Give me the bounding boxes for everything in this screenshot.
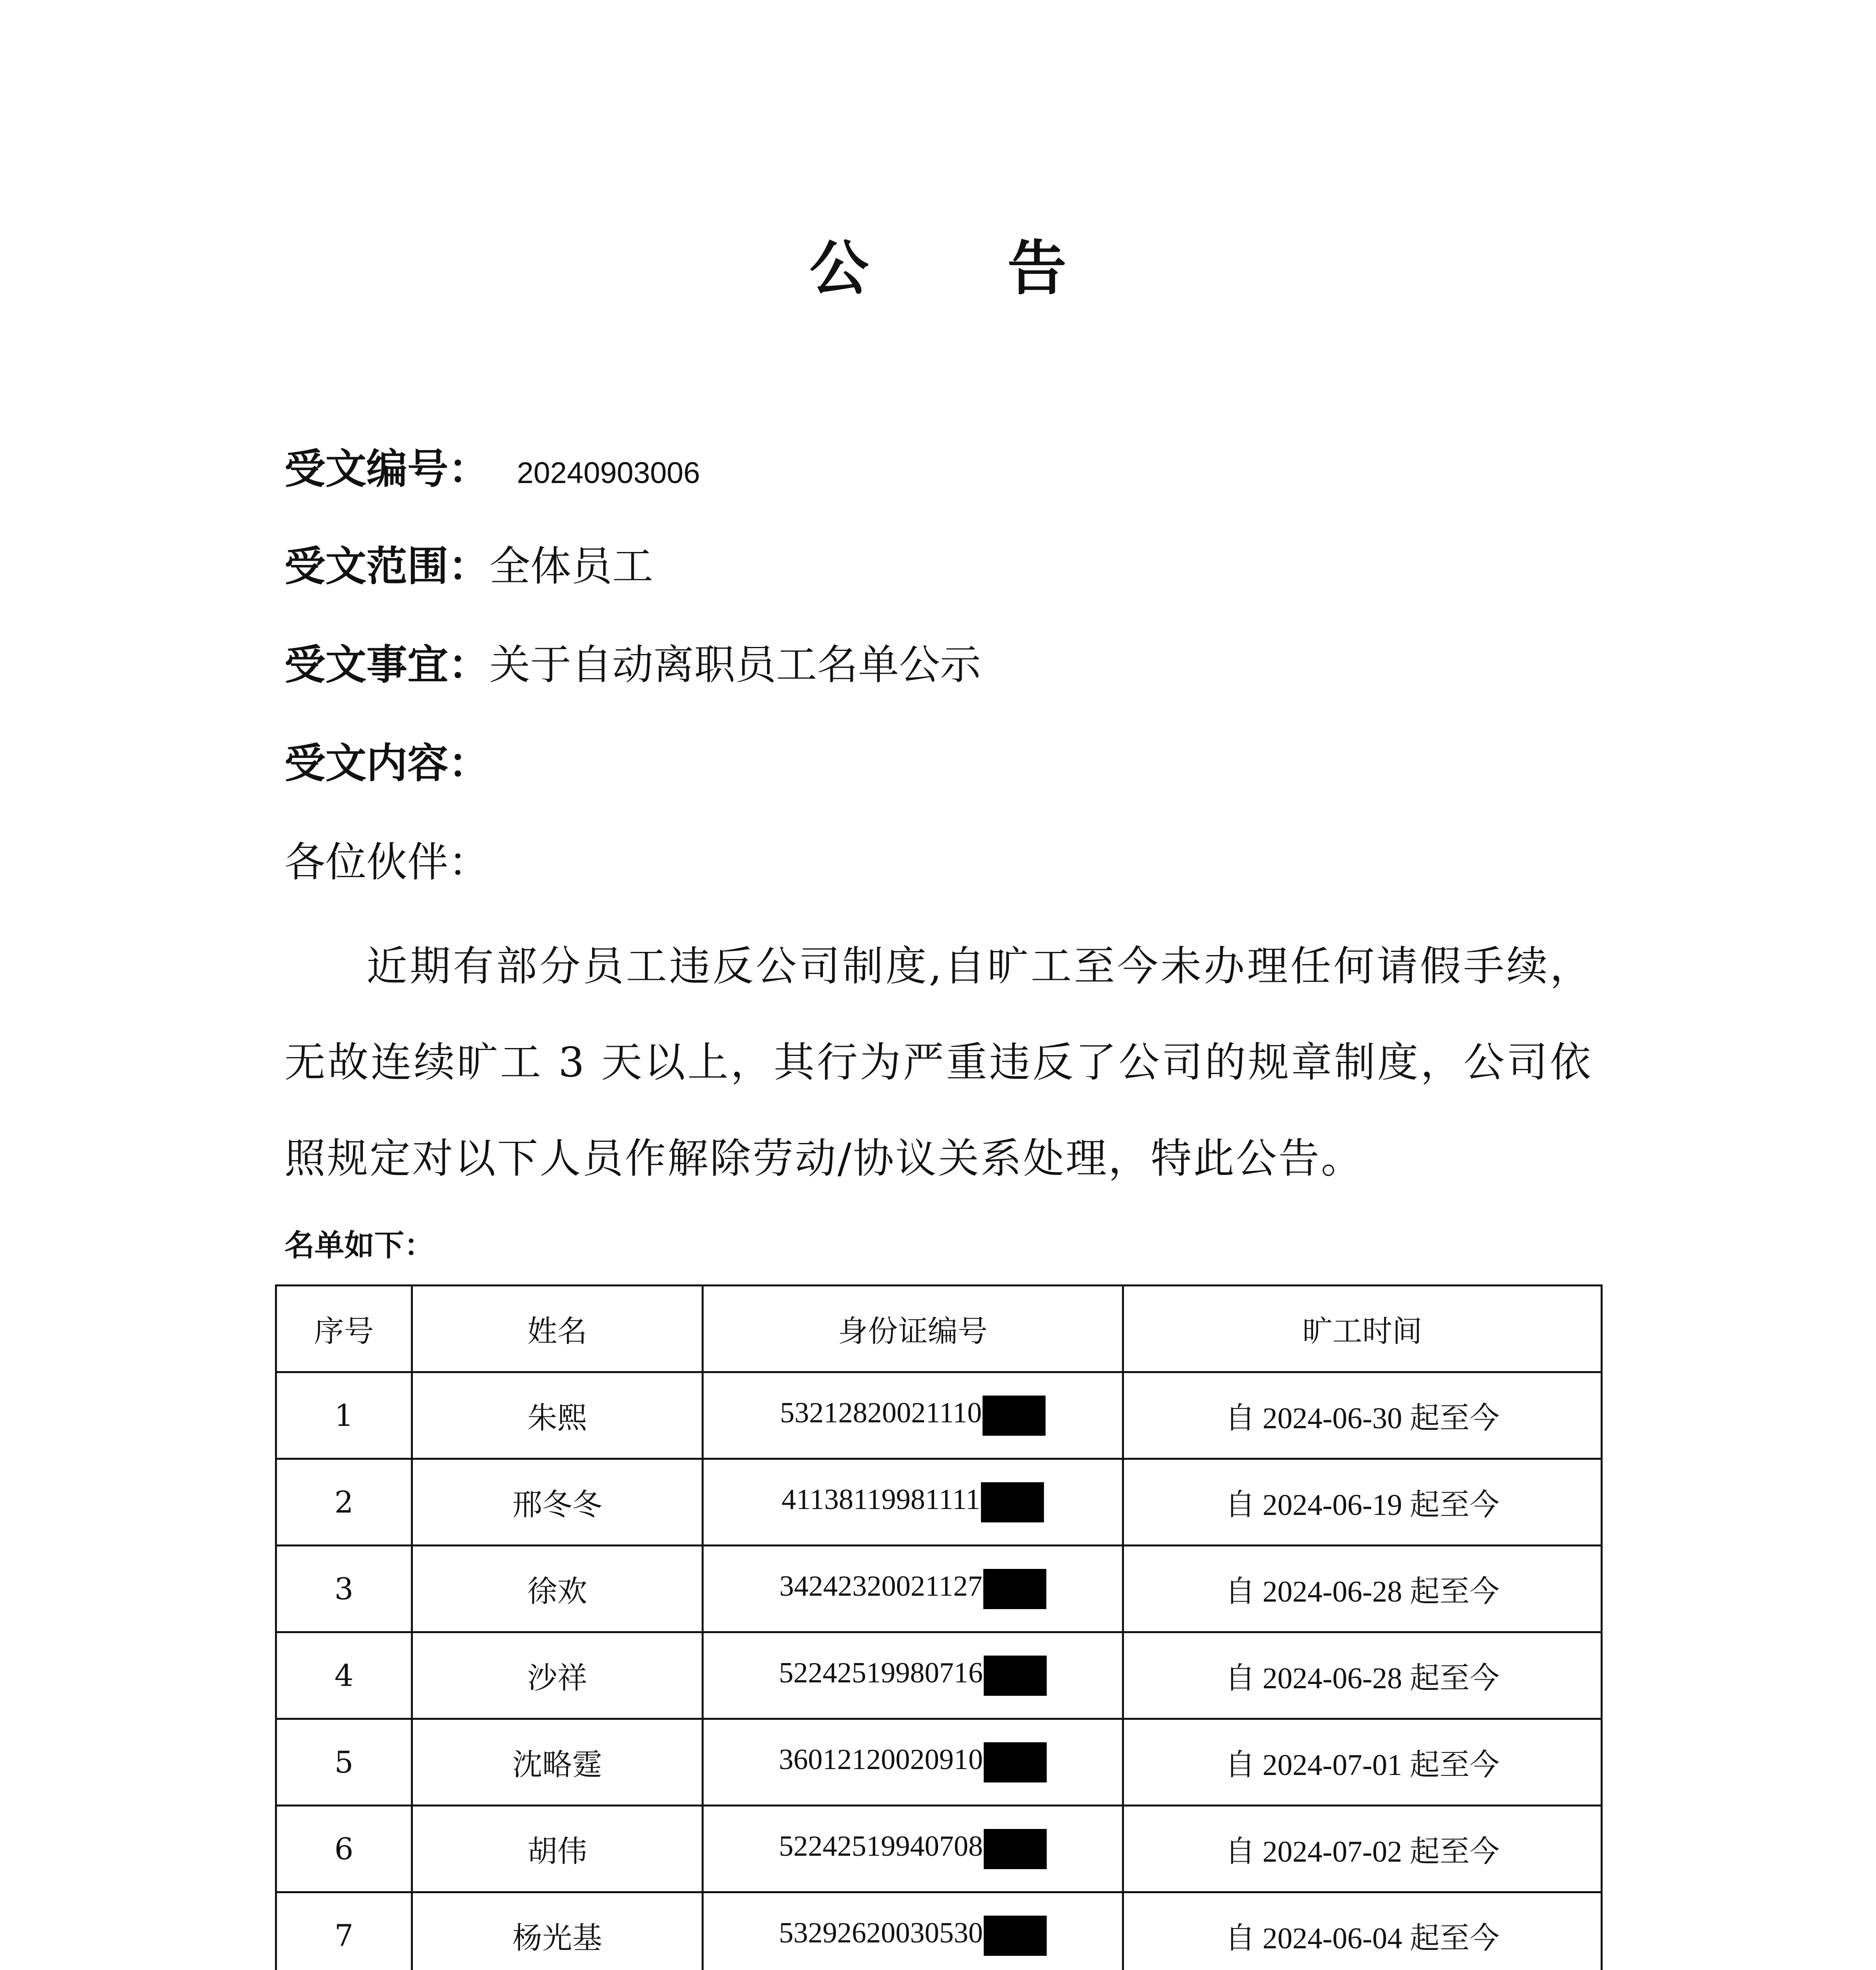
id-number-visible: 34242320021127 bbox=[779, 1570, 983, 1602]
redaction-block bbox=[984, 1829, 1047, 1869]
id-number bbox=[703, 1892, 1123, 1970]
employee-name: 沙祥 bbox=[412, 1632, 703, 1719]
redaction-block bbox=[984, 1656, 1047, 1696]
redaction-block bbox=[981, 1482, 1044, 1522]
table-row bbox=[276, 1632, 1602, 1719]
row-number: 7 bbox=[276, 1892, 412, 1970]
absence-start-date: 2024-06-30 bbox=[1262, 1402, 1402, 1435]
absence-start-date: 2024-06-19 bbox=[1262, 1489, 1402, 1522]
date-suffix: 起至今 bbox=[1410, 1400, 1500, 1435]
absence-period bbox=[1123, 1892, 1602, 1970]
id-number-visible: 52242519980716 bbox=[779, 1656, 983, 1689]
subject-value: 关于自动离职员工名单公示 bbox=[489, 641, 981, 689]
dismissal-table bbox=[275, 1284, 1603, 1970]
id-number bbox=[703, 1806, 1123, 1892]
table-row bbox=[276, 1806, 1602, 1892]
date-suffix: 起至今 bbox=[1410, 1487, 1500, 1522]
id-number-visible: 53292620030530 bbox=[779, 1916, 983, 1949]
absence-period bbox=[1123, 1372, 1602, 1459]
row-number: 1 bbox=[276, 1372, 412, 1459]
row-number: 4 bbox=[276, 1632, 412, 1719]
id-number bbox=[703, 1719, 1123, 1806]
employee-name: 沈略霆 bbox=[412, 1719, 703, 1806]
employee-name: 徐欢 bbox=[412, 1546, 703, 1632]
subject-field bbox=[284, 637, 981, 692]
table-row bbox=[276, 1892, 1602, 1970]
doc-number-label: 受文编号： bbox=[284, 445, 490, 493]
table-row bbox=[276, 1372, 1602, 1459]
absence-start-date: 2024-07-02 bbox=[1262, 1835, 1402, 1868]
id-number-visible: 52242519940708 bbox=[779, 1830, 983, 1862]
row-number: 5 bbox=[276, 1719, 412, 1806]
content-label: 受文内容： bbox=[284, 739, 490, 787]
absence-start-date: 2024-06-28 bbox=[1262, 1662, 1402, 1695]
header-absence-date: 旷工时间 bbox=[1123, 1286, 1602, 1372]
redaction-block bbox=[983, 1396, 1046, 1436]
absence-period bbox=[1123, 1546, 1602, 1632]
absence-start-date: 2024-06-04 bbox=[1262, 1922, 1402, 1955]
header-name: 姓名 bbox=[412, 1286, 703, 1372]
doc-number-value: 20240903006 bbox=[517, 456, 700, 490]
date-prefix: 自 bbox=[1225, 1574, 1255, 1609]
header-no: 序号 bbox=[276, 1286, 412, 1372]
date-suffix: 起至今 bbox=[1410, 1747, 1500, 1782]
redaction-block bbox=[984, 1916, 1047, 1956]
scope-value: 全体员工 bbox=[489, 542, 654, 590]
doc-number-field bbox=[284, 441, 700, 501]
date-suffix: 起至今 bbox=[1410, 1920, 1500, 1955]
document-title: 公 告 bbox=[809, 234, 1126, 303]
scope-field bbox=[284, 539, 653, 594]
table-row bbox=[276, 1719, 1602, 1806]
id-number-visible: 41138119981111 bbox=[781, 1483, 981, 1516]
table-row bbox=[276, 1459, 1602, 1546]
id-number bbox=[703, 1632, 1123, 1719]
date-prefix: 自 bbox=[1225, 1487, 1255, 1522]
id-number bbox=[703, 1546, 1123, 1632]
employee-name: 朱熙 bbox=[412, 1372, 703, 1459]
redaction-block bbox=[984, 1742, 1047, 1782]
id-number bbox=[703, 1372, 1123, 1459]
notice-body: 近期有部分员工违反公司制度,自旷工至今未办理任何请假手续，无故连续旷工 3 天以上，其行为严重违反了公司的规章制度，公司依照规定对以下人员作解除劳动/协议关系处理，特此公告。 bbox=[284, 942, 1592, 1182]
scope-label: 受文范围： bbox=[284, 542, 490, 590]
row-number: 3 bbox=[276, 1546, 412, 1632]
subject-label: 受文事宜： bbox=[284, 641, 490, 689]
date-prefix: 自 bbox=[1225, 1400, 1255, 1435]
id-number bbox=[703, 1459, 1123, 1546]
absence-start-date: 2024-06-28 bbox=[1262, 1575, 1402, 1608]
date-suffix: 起至今 bbox=[1410, 1834, 1500, 1869]
table-row bbox=[276, 1546, 1602, 1632]
employee-name: 胡伟 bbox=[412, 1806, 703, 1892]
header-id: 身份证编号 bbox=[703, 1286, 1123, 1372]
date-suffix: 起至今 bbox=[1410, 1660, 1500, 1695]
employee-name: 杨光基 bbox=[412, 1892, 703, 1970]
date-prefix: 自 bbox=[1225, 1834, 1255, 1869]
id-number-visible: 36012120020910 bbox=[779, 1743, 983, 1776]
date-suffix: 起至今 bbox=[1410, 1574, 1500, 1609]
employee-name: 邢冬冬 bbox=[412, 1459, 703, 1546]
absence-start-date: 2024-07-01 bbox=[1262, 1749, 1402, 1782]
table-body bbox=[276, 1372, 1602, 1970]
list-title: 名单如下： bbox=[284, 1228, 434, 1263]
absence-period bbox=[1123, 1459, 1602, 1546]
absence-period bbox=[1123, 1632, 1602, 1719]
content-field bbox=[284, 736, 489, 791]
date-prefix: 自 bbox=[1225, 1660, 1255, 1695]
row-number: 2 bbox=[276, 1459, 412, 1546]
redaction-block bbox=[983, 1569, 1046, 1609]
absence-period bbox=[1123, 1719, 1602, 1806]
id-number-visible: 53212820021110 bbox=[780, 1396, 982, 1429]
date-prefix: 自 bbox=[1225, 1920, 1255, 1955]
table-header-row bbox=[276, 1286, 1602, 1372]
row-number: 6 bbox=[276, 1806, 412, 1892]
greeting: 各位伙伴： bbox=[284, 838, 490, 886]
date-prefix: 自 bbox=[1225, 1747, 1255, 1782]
absence-period bbox=[1123, 1806, 1602, 1892]
